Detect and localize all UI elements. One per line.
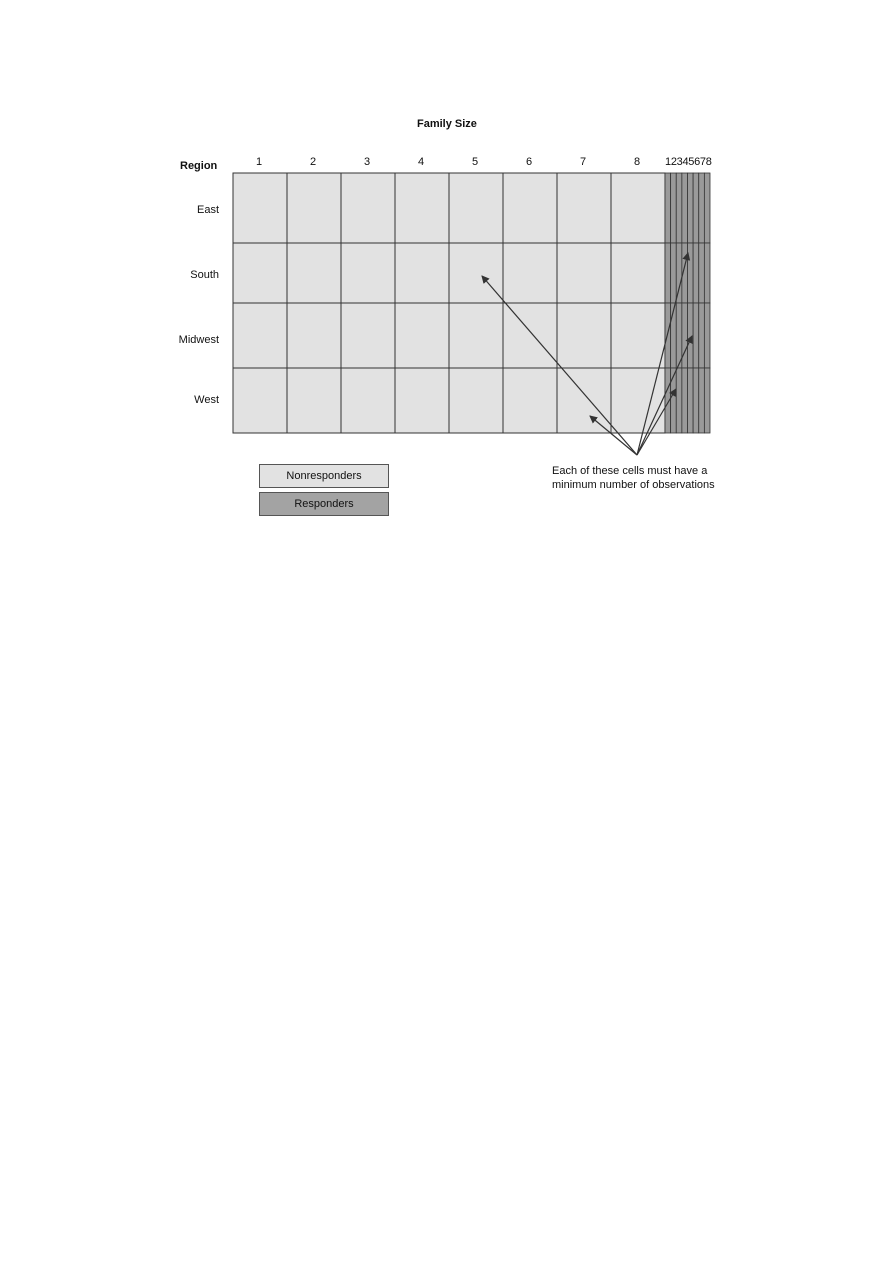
row-label-west: West	[194, 394, 219, 406]
nonresponder-cell	[503, 368, 557, 433]
legend-responders	[259, 492, 389, 516]
responder-cell	[688, 303, 694, 368]
responder-cell	[671, 243, 677, 303]
column-label: 6	[526, 156, 533, 168]
responder-cell	[665, 173, 671, 243]
region-header: Region	[180, 160, 218, 172]
nonresponder-cell	[395, 243, 449, 303]
nonresponder-cell	[503, 303, 557, 368]
responder-cell	[688, 173, 694, 243]
nonresponder-cell	[503, 173, 557, 243]
column-label: 2	[310, 156, 317, 168]
nonresponder-cell	[341, 303, 395, 368]
responder-cell	[682, 173, 688, 243]
column-label: 5	[472, 156, 479, 168]
responder-cell	[676, 173, 682, 243]
nonresponder-cell	[449, 368, 503, 433]
row-label-east: East	[196, 204, 219, 216]
nonresponder-cell	[287, 173, 341, 243]
nonresponder-cell	[449, 173, 503, 243]
responder-cell	[693, 303, 699, 368]
column-label: 4	[418, 156, 425, 168]
responder-cell	[671, 368, 677, 433]
nonresponder-cell	[233, 368, 287, 433]
nonresponder-cell	[557, 173, 611, 243]
responder-cell	[665, 243, 671, 303]
nonresponder-cell	[395, 173, 449, 243]
nonresponder-cell	[611, 303, 665, 368]
responder-cell	[693, 173, 699, 243]
annotation-line-1: Each of these cells must have a	[552, 465, 708, 477]
nonresponder-cell	[341, 368, 395, 433]
responder-cell	[704, 173, 710, 243]
responder-cell	[693, 368, 699, 433]
responder-cell	[665, 303, 671, 368]
nonresponder-cell	[395, 368, 449, 433]
legend-nonresponders	[259, 464, 389, 488]
nonresponder-cell	[233, 303, 287, 368]
responder-cell	[682, 368, 688, 433]
nonresponder-cell	[557, 368, 611, 433]
nonresponder-cell	[449, 243, 503, 303]
column-label: 1	[256, 156, 263, 168]
responder-cell	[704, 303, 710, 368]
responder-cell	[704, 368, 710, 433]
responder-cell	[671, 173, 677, 243]
responder-cell	[676, 368, 682, 433]
nonresponder-cell	[503, 243, 557, 303]
row-label-midwest: Midwest	[178, 334, 219, 346]
responder-cell	[699, 243, 705, 303]
nonresponder-cell	[287, 303, 341, 368]
legend-nonresponders-label: Nonresponders	[286, 470, 362, 482]
responder-cell	[699, 368, 705, 433]
responder-cell	[699, 173, 705, 243]
responder-cell	[693, 243, 699, 303]
nonresponder-cell	[341, 173, 395, 243]
responder-column-labels: 12345678	[665, 156, 712, 168]
responder-cell	[682, 303, 688, 368]
responder-cell	[688, 368, 694, 433]
responder-cell	[688, 243, 694, 303]
nonresponder-cell	[287, 368, 341, 433]
legend-responders-label: Responders	[294, 498, 354, 510]
diagram-title: Family Size	[417, 118, 477, 130]
column-label: 8	[634, 156, 641, 168]
nonresponder-cell	[557, 303, 611, 368]
column-label: 7	[580, 156, 587, 168]
nonresponder-cell	[341, 243, 395, 303]
nonresponder-cell	[233, 243, 287, 303]
nonresponder-cell	[449, 303, 503, 368]
row-label-south: South	[190, 269, 219, 281]
responder-cell	[699, 303, 705, 368]
nonresponder-cell	[233, 173, 287, 243]
nonresponder-cell	[557, 243, 611, 303]
nonresponder-cell	[287, 243, 341, 303]
nonresponder-cell	[611, 243, 665, 303]
column-label: 3	[364, 156, 371, 168]
nonresponder-cell	[611, 173, 665, 243]
nonresponder-cell	[395, 303, 449, 368]
responder-cell	[704, 243, 710, 303]
annotation-line-2: minimum number of observations	[552, 479, 715, 491]
responder-cell	[676, 303, 682, 368]
